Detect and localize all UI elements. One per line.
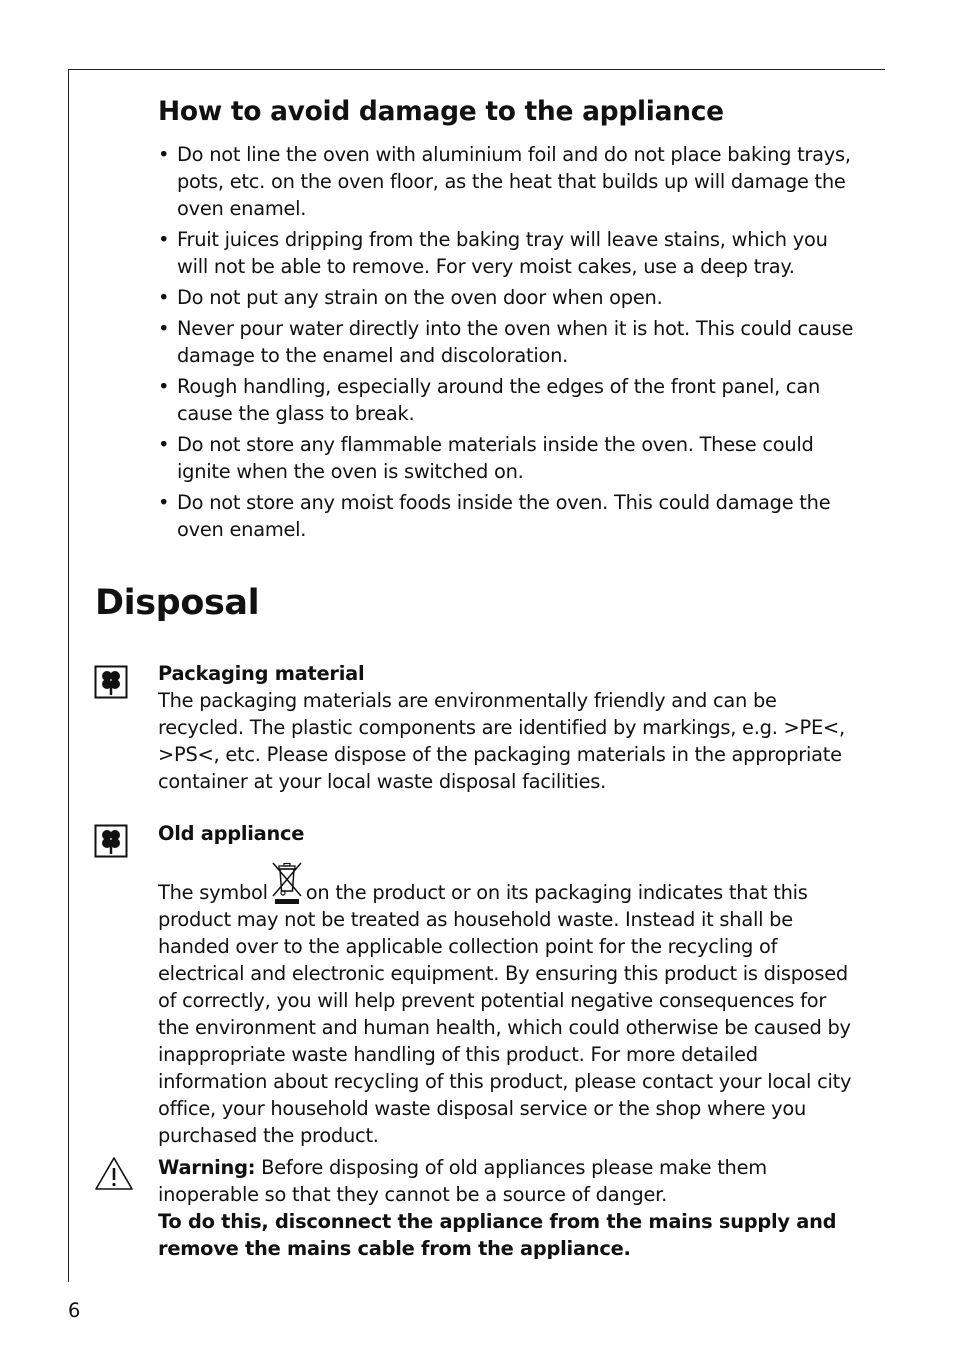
old-appliance-block [158, 820, 862, 1149]
bullet: • [158, 228, 170, 251]
damage-section [158, 94, 862, 547]
page-number: 6 [68, 1299, 81, 1322]
list-item: • Fruit juices dripping from the baking tray will leave stains, which you will not be able to remove. For very moist cakes, use a deep tray. [158, 228, 828, 278]
list-item: • Rough handling, especially around the edges of the front panel, can cause the glass to break. [158, 375, 821, 425]
damage-heading: How to avoid damage to the appliance [158, 96, 724, 127]
bullet: • [158, 433, 170, 456]
bullet: • [158, 491, 170, 514]
damage-list [158, 141, 862, 543]
shamrock-environment-icon [94, 665, 128, 699]
list-item: • Do not store any moist foods inside the oven. This could damage the oven enamel. [158, 491, 831, 541]
packaging-block [158, 660, 862, 795]
list-item: • Do not put any strain on the oven door when open. [158, 286, 663, 309]
bullet: • [158, 286, 170, 309]
list-item: • Do not store any flammable materials inside the oven. These could ignite when the oven is switched on. [158, 433, 814, 483]
bullet: • [158, 143, 170, 166]
packaging-heading: Packaging material [158, 662, 365, 685]
crossed-out-wheelie-bin-icon [270, 861, 304, 905]
warning-block [158, 1154, 862, 1262]
bullet: • [158, 375, 170, 398]
warning-triangle-icon [94, 1156, 134, 1192]
disposal-title: Disposal [95, 583, 260, 623]
warning-label: Warning: [158, 1156, 256, 1179]
warning-bold-text: To do this, disconnect the appliance from the mains supply and remove the mains cable from the appliance. [158, 1210, 837, 1260]
old-appliance-heading: Old appliance [158, 822, 305, 845]
top-rule [68, 69, 885, 70]
bullet: • [158, 317, 170, 340]
list-item: • Do not line the oven with aluminium foil and do not place baking trays, pots, etc. on the oven floor, as the heat that builds up will damage the oven enamel. [158, 143, 851, 220]
list-item: • Never pour water directly into the oven when it is hot. This could cause damage to the enamel and discoloration. [158, 317, 854, 367]
old-appliance-text: The symbol on the product or on its packaging indicates that this product may not be treated as household waste. Instead it shall be handed over to the applicable collection point for the recycling of electrical and electronic equipment. By ensuring this product is disposed of correctly, you will help prevent potential negative consequences for the environment and human health, which could otherwise be caused by inappropriate waste handling of this product. For more detailed information about recycling of this product, please contact your local city office, your household waste disposal service or the shop where you purchased the product. [158, 861, 862, 1149]
shamrock-environment-icon [94, 824, 128, 858]
warning-text: Warning: Before disposing of old appliances please make them inoperable so that they cannot be a source of danger. [158, 1156, 767, 1206]
packaging-text: The packaging materials are environmentally friendly and can be recycled. The plastic components are identified by markings, e.g. >PE<, >PS<, etc. Please dispose of the packaging materials in the appropriate container at your local waste disposal facilities. [158, 689, 845, 793]
left-rule [68, 69, 69, 1282]
